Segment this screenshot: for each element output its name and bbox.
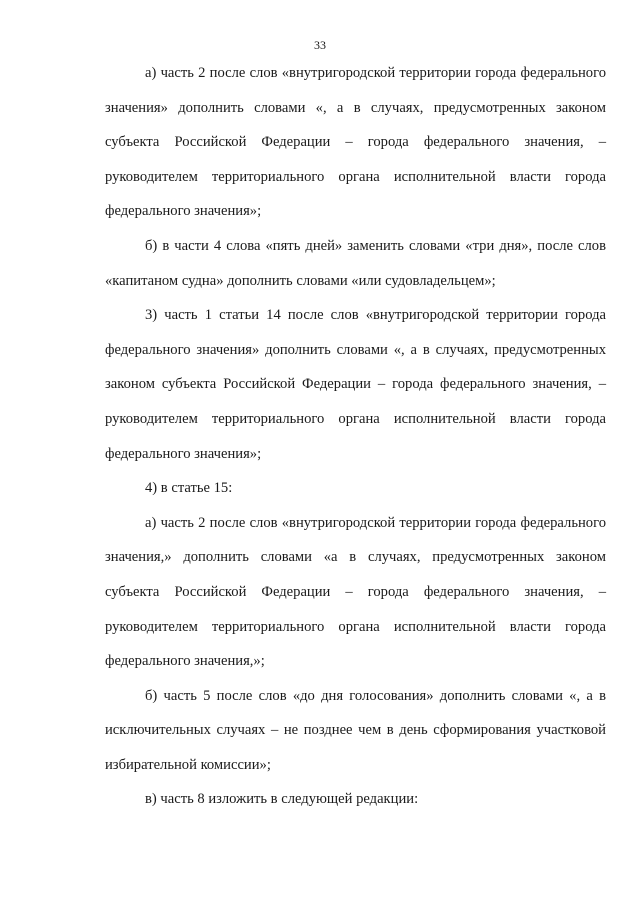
paragraph-2-item-b: б) в части 4 слова «пять дней» заменить словами «три дня», после слов «капитаном судна» дополнить словами «или судовладельцем»;: [105, 237, 606, 289]
paragraph-3-item-3: 3) часть 1 статьи 14 после слов «внутригородской территории города федерального значения» дополнить словами «, а в случаях, предусмотренных законом субъекта Российской Федерации – города федерального значения, – руководителем территориального органа исполнительной власти города федерального значения»;: [105, 307, 606, 462]
page-number: 33: [314, 38, 326, 52]
paragraph-6-item-b: б) часть 5 после слов «до дня голосования» дополнить словами «, а в исключительных случаях – не позднее чем в день сформирования участковой избирательной комиссии»;: [105, 687, 606, 773]
paragraph-4-item-4: 4) в статье 15:: [145, 480, 233, 497]
paragraph-7-item-v: в) часть 8 изложить в следующей редакции:: [145, 791, 419, 808]
paragraph-5-item-a: а) часть 2 после слов «внутригородской территории города федерального значения,» дополнить словами «а в случаях, предусмотренных законом субъекта Российской Федерации – города федерального значения, – руководителем территориального органа исполнительной власти города федерального значения,»;: [105, 514, 606, 670]
document-body: [105, 56, 606, 817]
paragraph-1-item-a: а) часть 2 после слов «внутригородской территории города федерального значения» дополнить словами «, а в случаях, предусмотренных законом субъекта Российской Федерации – города федерального значения, – руководителем территориального органа исполнительной власти города федерального значения»;: [105, 65, 606, 220]
